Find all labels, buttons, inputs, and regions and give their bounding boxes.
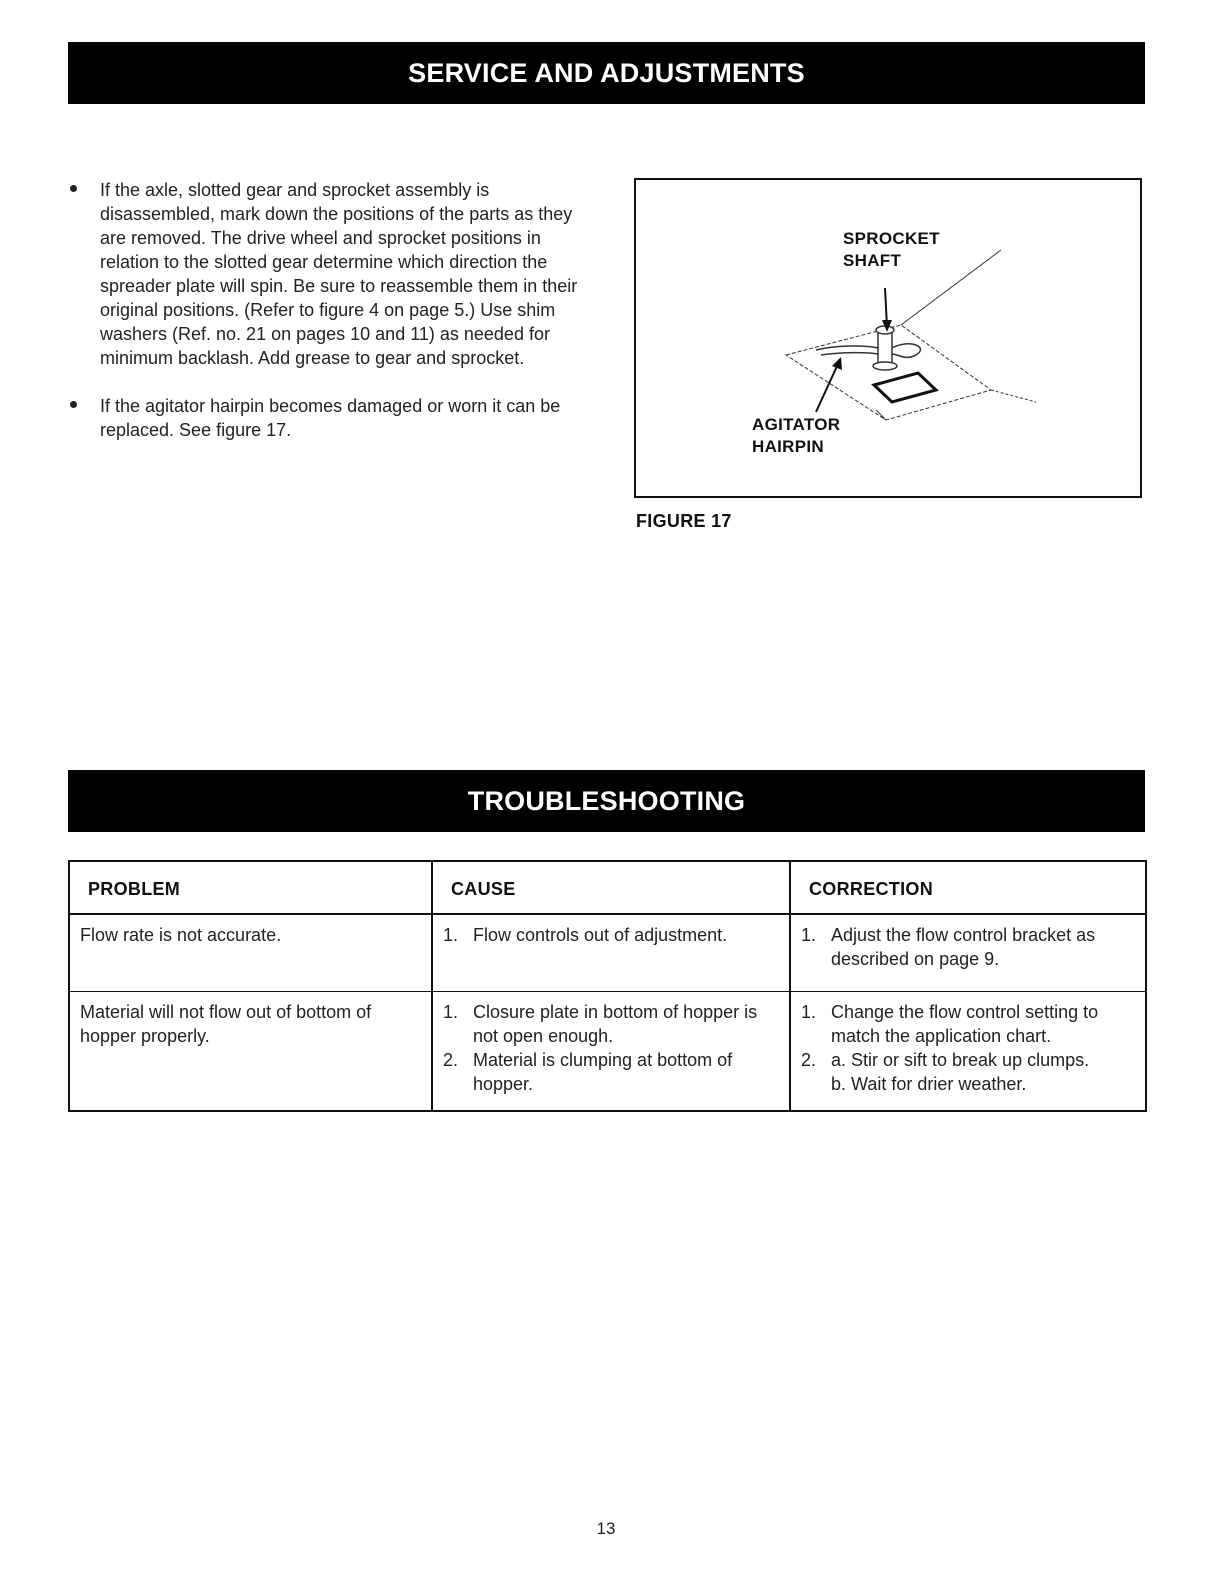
item-text: b. Wait for drier weather. xyxy=(831,1074,1027,1094)
item-number: 1. xyxy=(801,925,817,945)
section-title: SERVICE AND ADJUSTMENTS xyxy=(408,57,805,88)
list-item xyxy=(443,1000,783,1048)
item-number: 1. xyxy=(443,1002,459,1022)
label-line: HAIRPIN xyxy=(752,437,824,456)
cause-list xyxy=(443,1000,783,1096)
section-header-troubleshooting xyxy=(68,770,1145,832)
figure-17-box xyxy=(634,178,1142,498)
cause-list xyxy=(443,923,783,947)
section-title: TROUBLESHOOTING xyxy=(467,785,746,816)
list-item xyxy=(443,923,783,947)
list-item xyxy=(801,1000,1139,1048)
troubleshooting-table xyxy=(68,860,1147,1112)
table-row xyxy=(69,992,1146,1112)
correction-cell xyxy=(790,914,1146,992)
cause-cell xyxy=(432,992,790,1112)
figure-caption: FIGURE 17 xyxy=(636,511,732,531)
problem-cell: Flow rate is not accurate. xyxy=(69,914,432,992)
item-text: Closure plate in bottom of hopper is not open enough. xyxy=(473,1002,758,1046)
label-line: AGITATOR xyxy=(752,415,841,434)
item-number: 2. xyxy=(443,1050,459,1070)
item-text: Material is clumping at bottom of hopper. xyxy=(473,1050,733,1094)
correction-cell xyxy=(790,992,1146,1112)
label-line: SHAFT xyxy=(843,251,902,270)
sprocket-shaft-label xyxy=(843,228,940,272)
list-item xyxy=(801,923,1139,971)
correction-list xyxy=(801,923,1139,971)
item-text: a. Stir or sift to break up clumps. xyxy=(831,1050,1090,1070)
item-number: 2. xyxy=(801,1050,817,1070)
item-number xyxy=(801,1072,831,1096)
table-row xyxy=(69,914,1146,992)
section-header-service xyxy=(68,42,1145,104)
item-number: 1. xyxy=(801,1002,817,1022)
item-text: Flow controls out of adjustment. xyxy=(473,925,728,945)
column-header-cause: CAUSE xyxy=(432,861,790,914)
correction-list xyxy=(801,1000,1139,1096)
item-number: 1. xyxy=(443,925,459,945)
list-item xyxy=(443,1048,783,1096)
table-header-row xyxy=(69,861,1146,914)
list-item xyxy=(801,1072,1139,1096)
item-text: Change the flow control setting to match the application chart. xyxy=(831,1002,1099,1046)
column-header-problem: PROBLEM xyxy=(69,861,432,914)
cause-cell xyxy=(432,914,790,992)
problem-cell: Material will not flow out of bottom of hopper properly. xyxy=(80,1002,372,1046)
agitator-hairpin-label xyxy=(752,414,840,458)
bullet-item: If the agitator hairpin becomes damaged or worn it can be replaced. See figure 17. xyxy=(70,394,590,442)
bullet-item: If the axle, slotted gear and sprocket assembly is disassembled, mark down the positions of the parts as they are removed. The drive wheel and sprocket positions in relation to the slotted gear determine which direction the spreader plate will spin. Be sure to reassemble them in their original positions. (Refer to figure 4 on page 5.) Use shim washers (Ref. no. 21 on pages 10 and 11) as needed for minimum backlash. Add grease to gear and sprocket. xyxy=(70,178,590,370)
page-number: 13 xyxy=(596,1519,616,1538)
label-line: SPROCKET xyxy=(843,229,940,248)
item-text: Adjust the flow control bracket as described on page 9. xyxy=(831,925,1096,969)
list-item xyxy=(801,1048,1139,1072)
service-bullet-list xyxy=(70,178,590,442)
column-header-correction: CORRECTION xyxy=(790,861,1146,914)
